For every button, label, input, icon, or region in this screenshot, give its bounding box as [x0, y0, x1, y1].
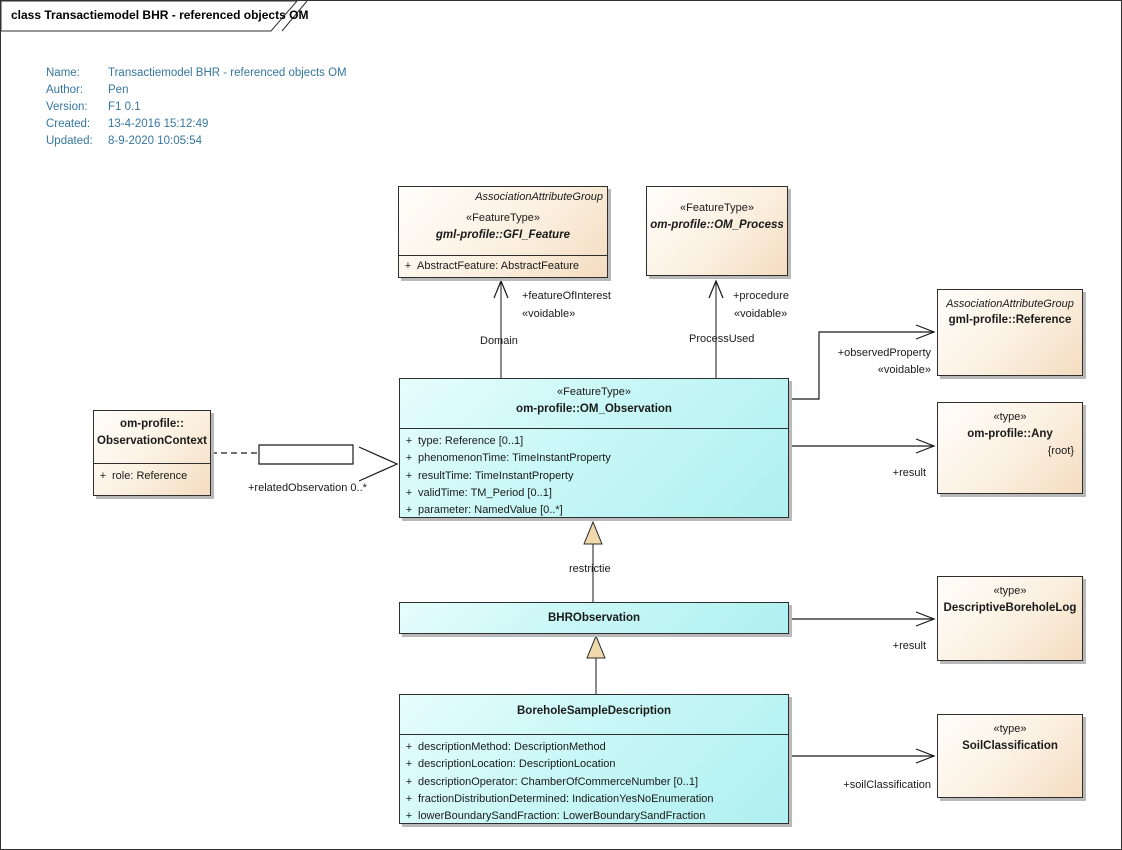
attribute-text: role: Reference: [112, 470, 188, 482]
class-constraint: {root}: [1047, 445, 1074, 457]
attribute-row: + phenomenonTime: TimeInstantProperty: [400, 450, 788, 467]
class-name: gml-profile::GFI_Feature: [435, 229, 571, 241]
attribute-row: + parameter: NamedValue [0..*]: [400, 502, 788, 519]
metadata-row: [46, 65, 347, 82]
diagram-frame-title: class Transactiemodel BHR - referenced objects OM: [11, 8, 309, 22]
generalization-triangle-icon: [587, 636, 605, 658]
class-name: BoreholeSampleDescription: [516, 705, 671, 717]
class-soil-classification[interactable]: [937, 714, 1083, 798]
attribute-text: type: Reference [0..1]: [418, 435, 524, 447]
class-name: om-profile::OM_Observation: [516, 403, 672, 415]
metadata-row: [46, 82, 347, 99]
role-result: +result: [892, 467, 926, 479]
attribute-row: + lowerBoundarySandFraction: LowerBoundarySandFraction: [400, 808, 788, 825]
stereotype-voidable: «voidable»: [734, 308, 788, 320]
class-stereotype: «FeatureType»: [557, 386, 631, 398]
attribute-text: parameter: NamedValue [0..*]: [418, 504, 563, 517]
related-observation-arrow-icon: [359, 447, 397, 481]
class-borehole-sample-description[interactable]: [399, 694, 789, 824]
class-name: om-profile::Any: [967, 428, 1053, 440]
attribute-text: descriptionMethod: DescriptionMethod: [418, 741, 606, 753]
stereotype-voidable: «voidable»: [877, 364, 931, 376]
class-descriptive-borehole-log[interactable]: [937, 576, 1083, 661]
attribute-text: descriptionLocation: DescriptionLocation: [418, 758, 616, 771]
metadata-label: Created:: [46, 118, 91, 130]
attribute-row: + role: Reference: [94, 468, 210, 485]
metadata-row: [46, 99, 347, 116]
attribute-row: + descriptionMethod: DescriptionMethod: [400, 739, 788, 756]
class-name: ObservationContext: [97, 435, 207, 447]
attribute-text: descriptionOperator: ChamberOfCommerceNumber [0..1]: [418, 775, 698, 788]
metadata-value: Transactiemodel BHR - referenced objects OM: [108, 67, 347, 79]
stereotype-voidable: «voidable»: [522, 308, 576, 320]
attribute-row: + descriptionLocation: DescriptionLocation: [400, 756, 788, 773]
attribute-row: + type: Reference [0..1]: [400, 433, 788, 450]
role-observed-property: +observedProperty: [837, 347, 931, 359]
metadata-label: Version:: [46, 101, 88, 113]
class-name: BHRObservation: [547, 612, 641, 624]
attribute-text: resultTime: TimeInstantProperty: [418, 469, 574, 482]
attribute-row: + AbstractFeature: AbstractFeature: [399, 258, 607, 275]
attribute-text: fractionDistributionDetermined: IndicationYesNoEnumeration: [418, 792, 714, 805]
class-stereotype: «FeatureType»: [680, 202, 754, 214]
role-related-observation: +relatedObservation 0..*: [248, 482, 367, 494]
role-feature-of-interest: +featureOfInterest: [522, 290, 611, 302]
generalization-triangle-icon: [584, 522, 602, 544]
metadata-row: [46, 116, 347, 133]
class-stereotype: «type»: [993, 723, 1027, 735]
role-procedure: +procedure: [733, 290, 789, 302]
class-name: gml-profile::Reference: [948, 314, 1072, 326]
attribute-row: + fractionDistributionDetermined: IndicationYesNoEnumeration: [400, 791, 788, 808]
metadata-value: F1 0.1: [108, 101, 141, 113]
metadata-value: 13-4-2016 15:12:49: [108, 118, 209, 130]
class-om-observation[interactable]: [399, 378, 789, 518]
role-result: +result: [892, 640, 926, 652]
class-om-process[interactable]: [646, 186, 788, 276]
attribute-text: validTime: TM_Period [0..1]: [418, 486, 552, 499]
metadata-value: Pen: [108, 84, 129, 96]
attribute-row: + validTime: TM_Period [0..1]: [400, 485, 788, 502]
attribute-row: + resultTime: TimeInstantProperty: [400, 468, 788, 485]
diagram-metadata: [46, 65, 347, 150]
class-name: om-profile::OM_Process: [650, 219, 784, 231]
class-reference[interactable]: [937, 289, 1083, 376]
class-bhr-observation[interactable]: [399, 602, 789, 634]
role-soil-classification: +soilClassification: [843, 779, 931, 791]
class-any[interactable]: [937, 402, 1083, 494]
class-stereotype: «FeatureType»: [466, 212, 540, 224]
metadata-value: 8-9-2020 10:05:54: [108, 135, 202, 147]
class-gfi-feature[interactable]: [398, 186, 608, 278]
attribute-text: phenomenonTime: TimeInstantProperty: [418, 452, 611, 465]
related-observation-line[interactable]: [259, 445, 353, 464]
class-tag: AssociationAttributeGroup: [946, 298, 1074, 310]
metadata-row: [46, 133, 347, 150]
class-observation-context[interactable]: [93, 410, 211, 496]
association-name-processused: ProcessUsed: [689, 333, 755, 345]
attribute-row: + descriptionOperator: ChamberOfCommerceNumber [0..1]: [400, 774, 788, 791]
class-name: DescriptiveBoreholeLog: [943, 602, 1077, 614]
class-name: SoilClassification: [962, 740, 1058, 752]
association-name-domain: Domain: [480, 335, 518, 347]
metadata-label: Name:: [46, 67, 80, 79]
metadata-label: Author:: [46, 84, 84, 96]
class-stereotype: «type»: [993, 585, 1027, 597]
attribute-text: lowerBoundarySandFraction: LowerBoundarySandFraction: [418, 810, 706, 823]
class-name: om-profile::: [120, 418, 184, 430]
attribute-text: AbstractFeature: AbstractFeature: [417, 260, 580, 272]
class-tag: AssociationAttributeGroup: [475, 191, 603, 203]
metadata-label: Updated:: [46, 135, 93, 147]
class-stereotype: «type»: [993, 411, 1027, 423]
generalization-name-restrictie: restrictie: [569, 563, 611, 575]
